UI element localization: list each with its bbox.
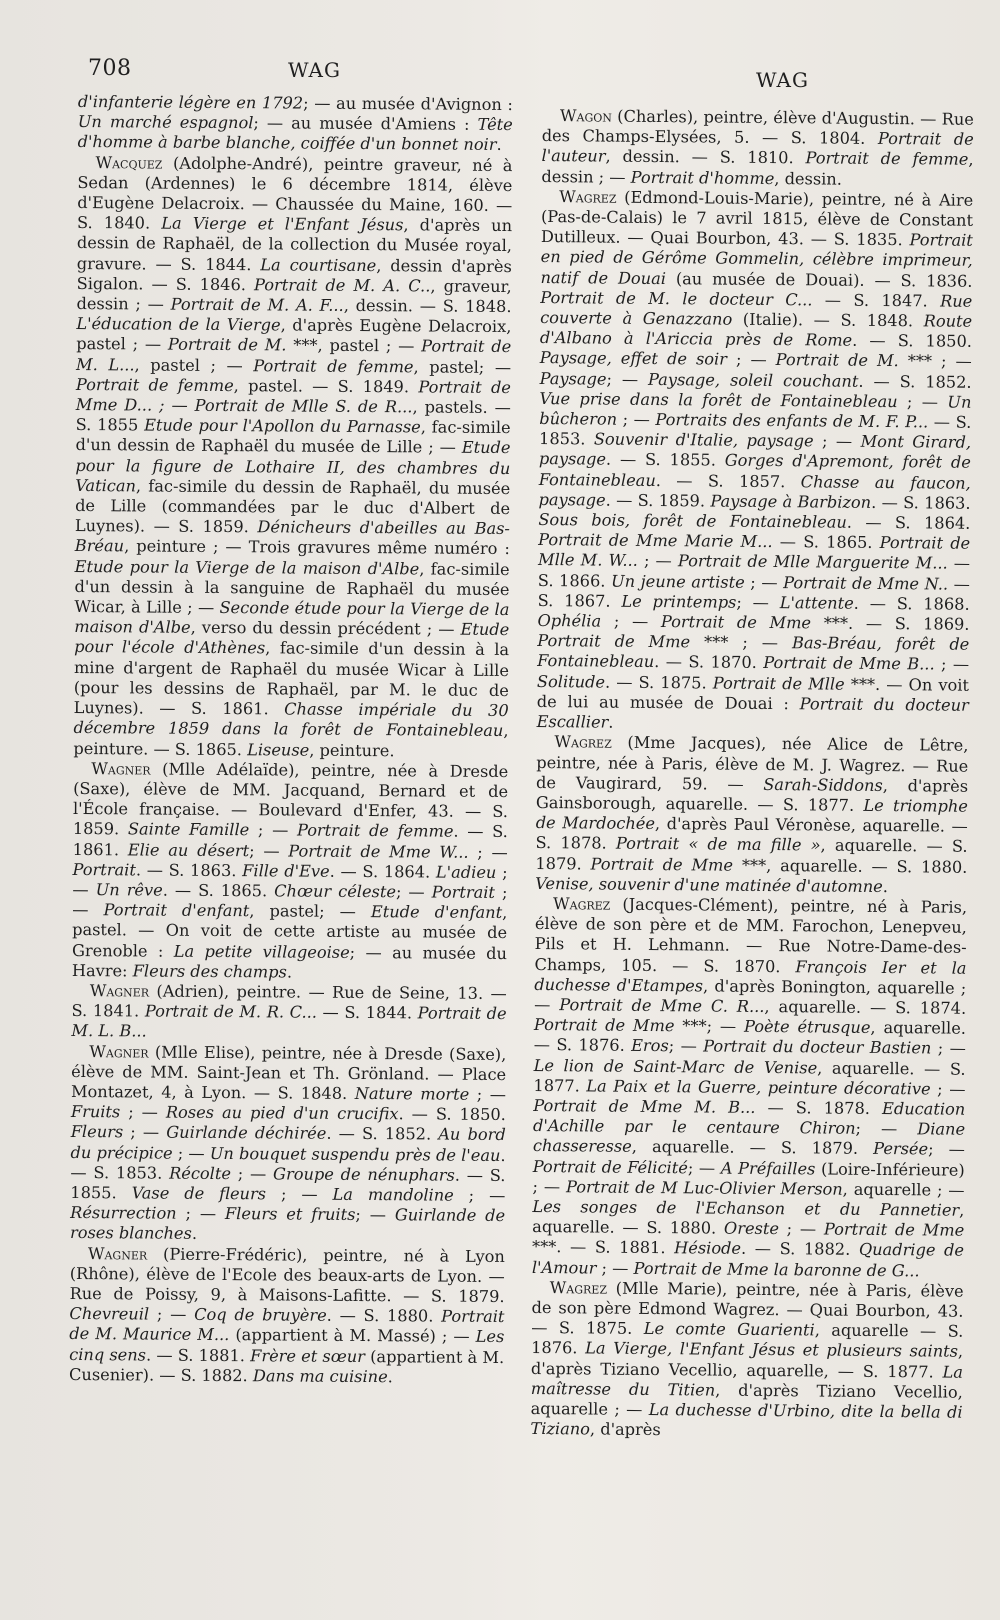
entry-text: , dessin. — S. 1810. [605, 146, 806, 168]
artwork-title: Au bord du précipice [70, 1124, 506, 1163]
entry-text: ; — [249, 820, 298, 840]
artwork-title: Portrait de Mme Marie M... [538, 530, 773, 552]
artwork-title: Oreste [723, 1218, 780, 1239]
entry-text: . — S. 1868. [853, 593, 970, 614]
entry-text: ; — [687, 1157, 721, 1178]
dictionary-entry [530, 1278, 963, 1443]
artwork-title: Portrait de Mme D... ; — Portrait de Mlle S. de R... [75, 377, 511, 417]
entry-text: ; — [726, 350, 776, 370]
artwork-title: Mont Girard, paysage [538, 432, 972, 470]
entry-name: Wagrez [554, 732, 612, 752]
running-head-right: WAG [756, 68, 809, 92]
artwork-title: Portrait de Mlle Marguerite M... [677, 551, 948, 574]
artwork-title: Portrait de Mme *** [590, 853, 767, 875]
entry-text: . — S. 1875. [604, 672, 713, 693]
artwork-title: Etude pour l'Apollon du Parnasse [144, 415, 421, 437]
entry-text: , pastel ; — [134, 355, 254, 375]
artwork-title: Rue couverte à Genazzano [540, 291, 973, 329]
entry-text: , pastel ; — [317, 336, 422, 356]
entry-text: . — S. 1881. [556, 1237, 675, 1258]
artwork-title: Chasse au faucon, paysage [538, 471, 971, 510]
entry-text: ; — [637, 551, 679, 571]
artwork-title: Portrait de l'auteur [541, 129, 974, 166]
artwork-title: La courtisane [260, 254, 377, 275]
entry-text: — S. 1866. [537, 554, 971, 591]
entry-text: ; — [668, 1036, 704, 1056]
entry-text: — S. 1847. [812, 290, 941, 311]
entry-text: ; — [230, 1163, 274, 1184]
entry-text: . [387, 1366, 393, 1387]
artwork-title: Portrait de M. L... [76, 336, 512, 375]
entry-name: Wagon [559, 106, 613, 126]
entry-text: , d'après Bonington, aquarelle ; — [534, 976, 967, 1015]
entry-text: ; — [928, 1139, 965, 1160]
entry-text: . [286, 962, 293, 982]
artwork-title: Portrait de Mlle *** [712, 673, 876, 694]
artwork-title: Sous bois, forêt de Fontainebleau [538, 510, 847, 532]
entry-name: Wagrez [552, 894, 611, 914]
entry-text: , peinture. — S. 1865. [73, 721, 509, 759]
entry-text: , pastel; — [413, 356, 512, 377]
entry-text: , fac-simile du dessin de Raphaël, du musée de Lille (commandées par le duc d'Albert de Luynes). — S. 1859. [74, 476, 511, 537]
artwork-title: Poète étrusque [743, 1016, 871, 1038]
entry-text: , peinture. [309, 740, 395, 760]
artwork-title: Le printemps [621, 591, 737, 612]
entry-text: . — S. 1850. [852, 330, 973, 351]
entry-text: ; — [897, 391, 948, 412]
entry-text: ; — [744, 572, 784, 592]
dictionary-entry [73, 153, 512, 762]
entry-text: . — S. 1852. [326, 1124, 439, 1144]
entry-text: ; — [249, 840, 289, 861]
entry-text: ; — [931, 351, 972, 372]
artwork-title: Un marché espagnol [77, 112, 254, 133]
entry-text: ; — au musée du Havre: [71, 942, 508, 981]
artwork-title: Diane chasseresse [532, 1119, 966, 1157]
dictionary-entry [78, 92, 513, 156]
entry-text: , d'après Eugène Delacroix, pastel ; — [76, 315, 512, 355]
artwork-title: La duchesse d'Urbino, dite la bella di Tiziano [530, 1399, 963, 1439]
entry-text: , pastel. — S. 1849. [233, 375, 419, 397]
artwork-title: Paysage [539, 368, 607, 389]
entry-text: . — S. 1850. [398, 1104, 506, 1125]
entry-text: (Adrien), peintre. — Rue de Seine, 13. — S. 1841. [71, 981, 507, 1021]
entry-text: , dessin ; — [541, 150, 974, 187]
artwork-title: La Vierge, l'Enfant Jésus et plusieurs saints [585, 1338, 959, 1362]
artwork-title: Vase de fleurs [131, 1183, 267, 1204]
artwork-title: Le triomphe de Mardochée [535, 795, 969, 834]
entry-text: , d'après [589, 1419, 661, 1440]
entry-text: . — S. 1855. [70, 1165, 506, 1203]
entry-text: , pastels. — S. 1855 [75, 397, 511, 435]
entry-text: . — S. 1882. [740, 1239, 859, 1260]
entry-text: — S. 1865. [772, 532, 880, 553]
artwork-title: Etude pour la figure de Lothaire II, des chambres du Vatican [75, 438, 511, 496]
entry-name: Wagrez [559, 186, 617, 207]
artwork-title: Ophélia [537, 611, 602, 631]
entry-text: , d'après un dessin de Raphaël, de la collection du Musée royal, gravure. — S. 1844. [76, 215, 513, 274]
entry-text: , aquarelle ; — [842, 1179, 965, 1200]
dictionary-entry [71, 981, 506, 1045]
dictionary-entry [70, 1042, 506, 1247]
artwork-title: Portrait de Mme *** [533, 1015, 707, 1036]
dictionary-entry [535, 732, 968, 897]
artwork-title: Portrait de Mme *** [537, 631, 729, 652]
dictionary-entry [72, 759, 509, 984]
entry-text: . [608, 712, 614, 732]
entry-text: . — S. 1861. [72, 821, 508, 859]
entry-text: . — S. 1869. [847, 613, 970, 634]
entry-text: — S. 1878. [755, 1097, 883, 1118]
artwork-title: Paysage, effet de soir [539, 348, 728, 370]
entry-text: — S. 1853. [539, 412, 972, 449]
artwork-title: La Paix et la Guerre, peinture décorative [586, 1076, 931, 1099]
entry-text: ; — au musée d'Amiens : [253, 113, 478, 134]
artwork-title: La mandoline [332, 1184, 454, 1205]
entry-text: (Loire-Inférieure) ; — [532, 1158, 965, 1197]
artwork-title: Frère et sœur [250, 1345, 366, 1366]
artwork-title: Portraits des enfants de M. F. P... [655, 410, 929, 432]
entry-text: ; — [736, 592, 780, 612]
dictionary-entry [532, 894, 967, 1282]
right-text-column [530, 106, 974, 1443]
entry-text: ; — [855, 1118, 918, 1139]
entry-text: (au musée de Douai). — S. 1836. [665, 268, 973, 291]
entry-text: , aquarelle. — S. 1879. [535, 835, 968, 873]
entry-text: ; — [728, 632, 793, 653]
entry-name: Wagner [87, 1243, 148, 1264]
entry-text: ; — [706, 1016, 745, 1036]
entry-text: ; — [606, 369, 649, 389]
entry-text: — S. 1867. [537, 574, 970, 611]
entry-text: ; — [355, 1205, 395, 1225]
entry-text: ; — [778, 1219, 824, 1239]
artwork-title: Chasse impériale du 30 décembre 1859 dans la forêt de Fontainebleau [73, 699, 509, 741]
entry-text: . — S. 1870. [654, 652, 764, 673]
artwork-title: Portrait de Félicité [532, 1156, 688, 1177]
entry-text: . [882, 876, 889, 896]
artwork-title: Paysage, soleil couchant [647, 369, 859, 391]
artwork-title: La Vierge et l'Enfant Jésus [161, 213, 404, 235]
entry-text: , aquarelle. — S. 1880. [766, 855, 968, 877]
entry-text: . — S. 1859. [605, 490, 711, 511]
entry-text: ; — [149, 1304, 195, 1325]
entry-text: ; — [172, 1143, 210, 1163]
artwork-title: Sarah-Siddons [763, 774, 883, 795]
artwork-title: Tête d'homme à barbe blanche, coiffée d'un bonnet noir [77, 114, 513, 155]
entry-name: Wagner [91, 758, 151, 779]
artwork-title: Roses au pied d'un crucifix [165, 1102, 399, 1124]
entry-text: , dessin d'après Sigalon. — S. 1846. [76, 255, 512, 295]
entry-text: ; — [930, 1079, 966, 1099]
artwork-title: Portrait de Mme M. B... [533, 1095, 756, 1117]
entry-text: , fac-simile d'un dessin à la sanguine de Raphaël du musée Wicar, à Lille ; — [74, 559, 510, 618]
entry-text: (Mlle Marie), peintre, née à Paris, élève de son père Edmond Wagrez. — Quai Bourbon, 43. — S. 1875. [531, 1278, 964, 1339]
entry-name: Wagner [89, 981, 150, 1001]
artwork-title: Guirlande de roses blanches [69, 1205, 506, 1244]
entry-text: . — S. 1881. [145, 1345, 251, 1365]
entry-text: . [191, 1224, 198, 1244]
entry-text: (appartient à M. Massé) ; — [229, 1325, 476, 1347]
entry-text: . — S. 1852. [858, 371, 972, 392]
entry-text: (Jacques-Clément), peintre, né à Paris, élève de son père et de MM. Farochon, Lenepveu, Pils et H. Lehmann. — Rue Notre-Dame-des-Champs, 105. — S. 1870. [534, 894, 968, 976]
page-number: 708 [88, 56, 132, 81]
artwork-title: Un bouquet suspendu près de l'eau [209, 1143, 501, 1165]
entry-text: (appartient à M. Cusenier). — S. 1882. [68, 1346, 505, 1386]
artwork-title: Portrait de Mlle M. W... [537, 533, 971, 571]
artwork-title: Etude pour l'école d'Athènes [74, 619, 510, 658]
artwork-title: Portrait de femme [805, 148, 969, 170]
artwork-title: Portrait d'homme [630, 167, 775, 188]
artwork-title: Fleurs des champs [132, 961, 287, 982]
entry-text: ; — au musée d'Avignon : [303, 93, 513, 115]
artwork-title: François Ier et la duchesse d'Etampes [534, 956, 967, 996]
artwork-title: Persée [873, 1139, 929, 1159]
entry-text: — S. 1844. [316, 1002, 418, 1023]
entry-text: , aquarelle. — S. 1874. [764, 996, 967, 1018]
artwork-title: Portrait de Mme la baronne de G... [633, 1258, 920, 1280]
artwork-title: Portrait de M. le docteur C... [540, 287, 813, 310]
entry-text: (Mlle Adélaïde), peintre, née à Dresde (Saxe), élève de MM. Jacquand, Bernard et de l'École française. — Boulevard d'Enfer, 43. — S. 1859. [72, 759, 509, 839]
artwork-title: Eros [631, 1036, 669, 1056]
artwork-title: Fruits [70, 1102, 121, 1122]
entry-text: . — S. 1880. [326, 1305, 442, 1326]
artwork-title: Portrait [72, 859, 136, 880]
artwork-title: Elie au désert [127, 839, 250, 860]
artwork-title: A Préfailles [720, 1158, 816, 1178]
entry-text: ; — [72, 882, 508, 920]
artwork-title: Portrait de Mme W... [288, 841, 469, 862]
artwork-title: Fleurs [70, 1122, 124, 1142]
entry-text: , aquarelle. — S. 1876. [533, 1018, 967, 1056]
entry-text: , aquarelle. — S. 1879. [631, 1137, 874, 1159]
entry-text: ; — [453, 1185, 506, 1205]
entry-text: ; — [934, 654, 970, 675]
artwork-title: Quadrige de l'Amour [531, 1240, 965, 1278]
artwork-title: Hésiode [674, 1238, 742, 1259]
entry-text: , pastel; — [249, 901, 372, 922]
artwork-title: Coq de bruyère [194, 1305, 327, 1325]
running-head-left: WAG [288, 58, 341, 82]
artwork-title: Les cinq sens [69, 1327, 505, 1365]
entry-name: Wacquez [95, 152, 163, 173]
entry-text: , aquarelle. — S. 1877. [533, 1057, 966, 1096]
entry-text: (Italie). — S. 1848. [732, 309, 924, 331]
entry-text: , dessin. [774, 168, 843, 189]
artwork-title: Les songes de l'Echanson et du Pannetier [532, 1196, 960, 1220]
artwork-title: Portrait de M. Maurice M... [69, 1306, 505, 1345]
entry-text: , pastel. — On voit de cette artiste au musée de Grenoble : [71, 903, 508, 961]
artwork-title: Sainte Famille [127, 819, 250, 840]
entry-text: . — S. 1853. [70, 1145, 506, 1183]
entry-text: (Mme Jacques), née Alice de Lêtre, peintre, née à Paris, élève de M. J. Wagrez. — Rue de Vaugirard, 59. — [536, 732, 969, 794]
entry-text: , d'après Tiziano Vecellio, aquarelle, — S. 1877. [530, 1342, 964, 1382]
entry-text: . — S. 1863. [135, 860, 243, 880]
artwork-title: Fleurs et fruits [224, 1204, 356, 1225]
artwork-title: La petite villageoise [173, 941, 350, 962]
artwork-title: Récolte [169, 1163, 232, 1183]
entry-text: , dessin. — S. 1848. [343, 295, 512, 317]
dictionary-entry [537, 187, 974, 736]
entry-text: . — S. 1864. [846, 512, 971, 533]
artwork-title: Portrait « de ma fille » [615, 833, 821, 855]
artwork-title: Le lion de Saint-Marc de Venise [533, 1055, 818, 1077]
artwork-title: Paysage à Barbizon [710, 491, 872, 512]
artwork-title: Bas-Bréau, forêt de Fontainebleau [537, 633, 970, 672]
entry-text: ; — [468, 842, 508, 862]
entry-text: , fac-simile d'un dessin de Raphaël du musée de Lille ; — [75, 417, 511, 458]
entry-text: ; — [469, 1084, 507, 1104]
entry-text: ; — [601, 611, 661, 632]
dictionary-entry [69, 1244, 505, 1388]
artwork-title: Portrait de M. *** [167, 335, 318, 356]
artwork-title: Portrait [431, 882, 496, 902]
artwork-title: Portrait de M. L. B... [71, 1003, 507, 1041]
entry-text: ; — [176, 1203, 226, 1224]
artwork-title: Portrait de Mme N.. [783, 572, 949, 594]
entry-text: , d'après Paul Véronèse, aquarelle. — S. 1878. [535, 814, 968, 853]
artwork-title: Portrait de M Luc-Olivier Merson [565, 1177, 843, 1199]
artwork-title: Portrait de Mme C. R... [559, 995, 765, 1016]
artwork-title: Souvenir d'Italie, paysage [593, 429, 814, 451]
entry-text: ; — [72, 862, 508, 900]
artwork-title: Portrait du docteur Bastien [703, 1036, 932, 1058]
artwork-title: Un bûcheron [539, 392, 972, 429]
entry-text: (Pierre-Frédéric), peintre, né à Lyon (Rhône), élève de l'Ecole des beaux-arts de Lyon. — Rue de Poissy, 9, à Maisons-Lafitte. — S. 1879. [69, 1244, 505, 1306]
entry-text: . [496, 135, 502, 155]
artwork-title: Portrait de femme [253, 355, 414, 376]
artwork-title: Dans ma cuisine [252, 1366, 388, 1386]
entry-text: , aquarelle — S. 1876. [531, 1320, 964, 1358]
artwork-title: Guirlande déchirée [166, 1123, 327, 1144]
artwork-title: Venise, souvenir d'une matinée d'automne [535, 873, 883, 896]
artwork-title: Un rêve [95, 880, 163, 900]
entry-text: (Adolphe-André), peintre graveur, né à Sedan (Ardennes) le 6 décembre 1814, élève d'Eugène Delacroix. — Chaussée du Maine, 160. — S. 1840. [77, 153, 513, 233]
left-text-column [69, 92, 513, 1388]
artwork-title: Portrait de M. R. C... [144, 1001, 318, 1022]
artwork-title: Portrait de femme [296, 820, 454, 841]
entry-text: (Edmond-Louis-Marie), peintre, né à Aire (Pas-de-Calais) le 7 avril 1815, élève de Constant Dutilleux. — Quai Bourbon, 43. — S. 1835. [540, 187, 974, 250]
entry-text: . — S. 1863. [871, 492, 971, 513]
entry-name: Wagner [89, 1041, 149, 1062]
entry-text: , verso du dessin précédent ; — [190, 618, 461, 639]
artwork-title: Dénicheurs d'abeilles au Bas-Bréau [74, 517, 511, 556]
dictionary-entry [541, 106, 974, 191]
artwork-title: Portrait en pied de Gérôme Gommelin, célèbre imprimeur, natif de Douai [540, 230, 973, 288]
entry-text: ; — [596, 1258, 634, 1278]
artwork-title: Chœur céleste [274, 881, 397, 902]
entry-text: . — S. 1864. [329, 861, 437, 882]
entry-text: ; — [120, 1102, 166, 1122]
entry-text: , peinture ; — Trois gravures même numéro : [124, 536, 510, 559]
artwork-title: Le comte Guarienti [643, 1319, 815, 1340]
artwork-title: L'adieu [435, 862, 497, 882]
entry-text: . — S. 1855. [605, 450, 725, 471]
artwork-title: Portrait de M. *** [775, 350, 933, 371]
entry-text: (Charles), peintre, élève d'Augustin. — Rue des Champs-Elysées, 5. — S. 1804. [541, 106, 974, 149]
artwork-title: Etude d'enfant [370, 902, 503, 923]
entry-text: . — S. 1865. [162, 880, 275, 901]
artwork-title: Fille d'Eve [242, 860, 330, 881]
artwork-title: Résurrection [70, 1203, 177, 1223]
entry-text: , aquarelle. — S. 1880. [532, 1200, 965, 1238]
artwork-title: Portrait de M. A. F... [170, 294, 344, 315]
artwork-title: Chevreuil [69, 1304, 150, 1324]
entry-text: ; — [813, 431, 861, 452]
entry-text: (Mlle Elise), peintre, née à Dresde (Saxe), élève de MM. Saint-Jean et Th. Grönland. — Place Montazet, 4, à Lyon. — S. 1848. [70, 1042, 507, 1103]
artwork-title: Liseuse [247, 739, 310, 760]
artwork-title: L'éducation de la Vierge [76, 314, 281, 335]
artwork-title: Route d'Albano à l'Ariccia près de Rome [539, 311, 973, 350]
artwork-title: Solitude [536, 671, 606, 692]
artwork-title: Gorges d'Apremont, forêt de Fontainebleau [538, 451, 971, 490]
artwork-title: Portrait de Mme B... [763, 653, 935, 674]
entry-text: ; — [265, 1184, 333, 1204]
artwork-title: Portrait d'enfant [103, 900, 250, 921]
artwork-title: Groupe de nénuphars [273, 1164, 455, 1185]
entry-text: ; — [931, 1038, 966, 1059]
artwork-title: Portrait de Mme *** [660, 612, 849, 633]
entry-text: ; — [395, 882, 432, 902]
artwork-title: Seconde étude pour la Vierge de la maison d'Albe [74, 598, 510, 638]
entry-name: Wagrez [549, 1277, 608, 1298]
artwork-title: La maîtresse du Titien [530, 1362, 964, 1400]
artwork-title: Education d'Achille par le centaure Chiron [533, 1098, 966, 1138]
entry-text: . — On voit de lui au musée de Douai : [536, 674, 970, 714]
artwork-title: Portrait du docteur Escallier [536, 694, 969, 732]
artwork-title: d'infanterie légère en 1792 [77, 92, 304, 113]
artwork-title: Nature morte [354, 1083, 470, 1104]
artwork-title: Portrait de M. A. C.. [253, 275, 431, 296]
entry-text: , fac-simile d'un dessin à la mine d'argent de Raphaël du musée Wicar à Lille (pour les dessins de Raphaël, par M. le duc de Luynes). — S. 1861. [73, 638, 510, 719]
artwork-title: Portrait de Mme *** [531, 1219, 965, 1257]
artwork-title: Etude pour la Vierge de la maison d'Albe [74, 556, 420, 579]
artwork-title: Portrait de femme [75, 374, 234, 395]
artwork-title: Un jeune artiste [610, 571, 745, 592]
artwork-title: L'attente [779, 592, 854, 613]
entry-text: ; — [123, 1122, 167, 1143]
entry-text: , graveur, dessin ; — [76, 276, 512, 314]
entry-text: , d'après Gainsborough, aquarelle. — S. 1877. [535, 775, 969, 815]
entry-text: ; — [616, 409, 656, 430]
entry-text: . — S. 1857. [655, 470, 801, 491]
entry-text: , d'après Tiziano Vecellio, aquarelle ; — [530, 1380, 963, 1419]
artwork-title: Vue prise dans la forêt de Fontainebleau [539, 388, 898, 411]
